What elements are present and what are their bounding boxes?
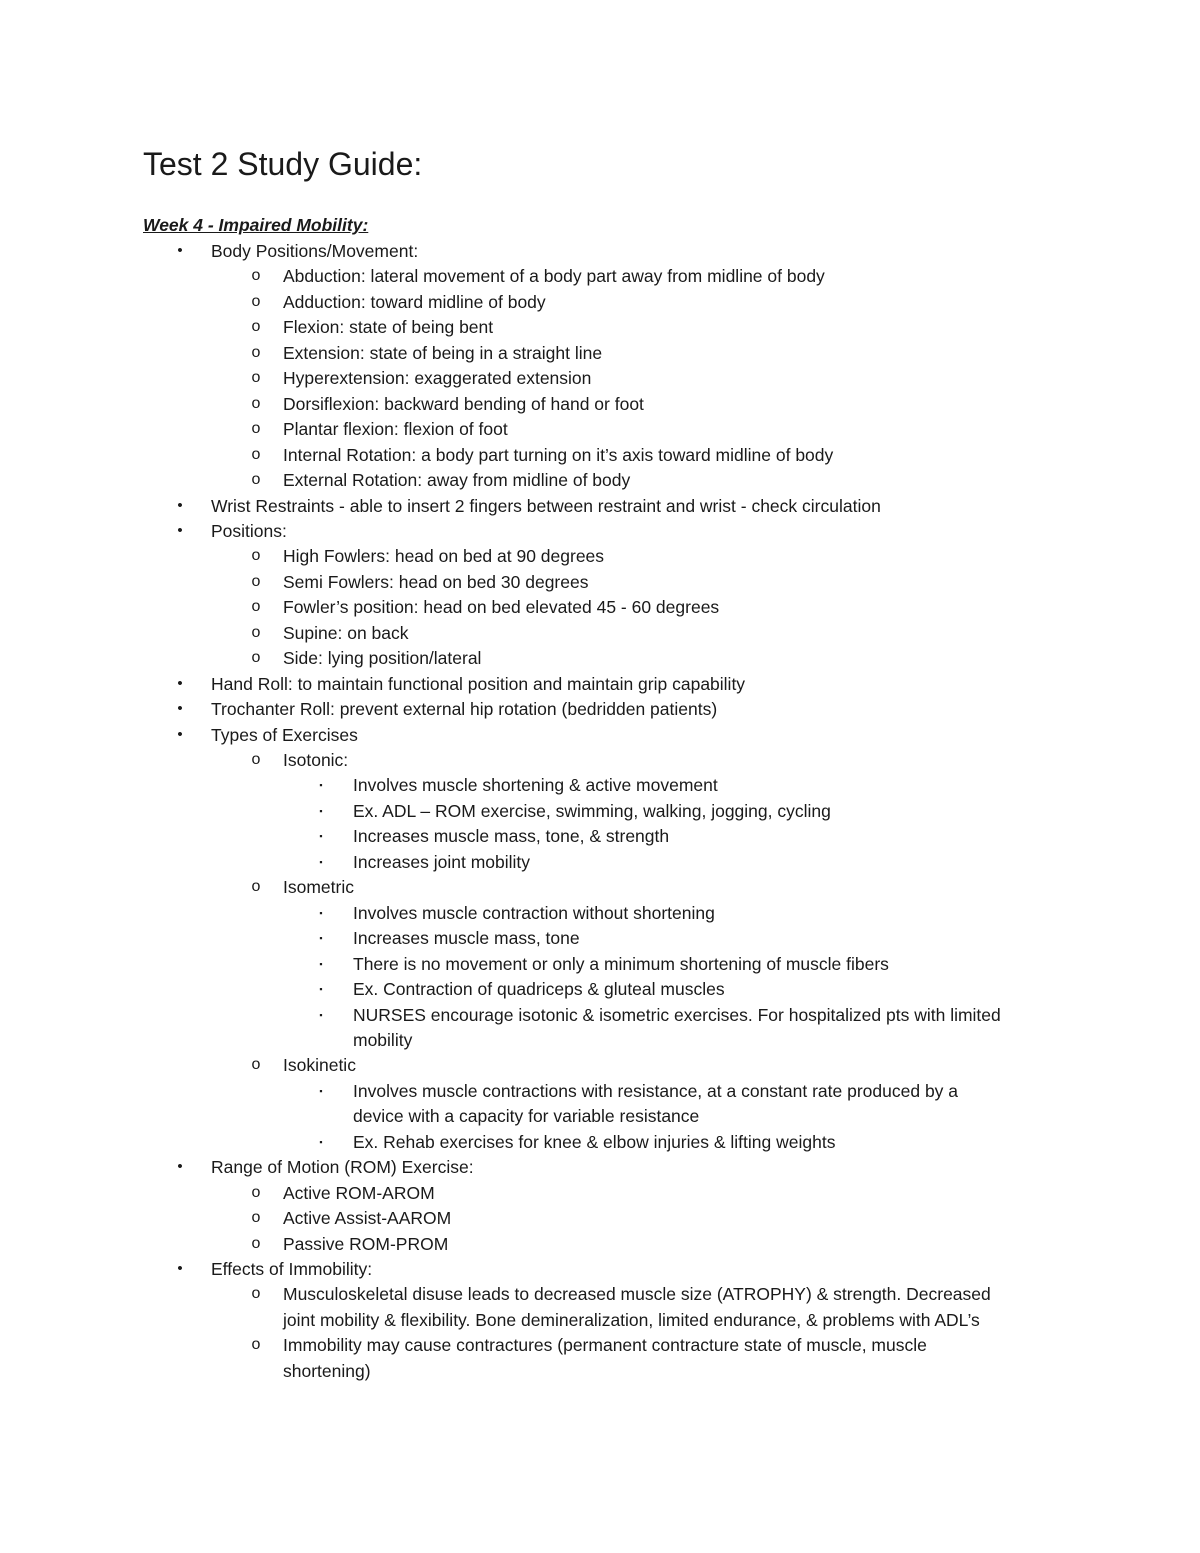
circle-bullet-icon: o <box>251 649 261 666</box>
list-item: Supine: on back <box>283 623 409 643</box>
list-item: Dorsiflexion: backward bending of hand or foot <box>283 394 644 414</box>
list-item: Active ROM-AROM <box>283 1183 435 1203</box>
circle-bullet-icon: o <box>251 344 261 361</box>
square-bullet-icon: ▪ <box>319 1086 323 1096</box>
list-item: Semi Fowlers: head on bed 30 degrees <box>283 572 589 592</box>
list-item: Side: lying position/lateral <box>283 648 482 668</box>
bullet-icon: • <box>177 242 183 259</box>
circle-bullet-icon: o <box>251 878 261 895</box>
list-item: NURSES encourage isotonic & isometric exercises. For hospitalized pts with limited <box>353 1005 1001 1025</box>
list-item: device with a capacity for variable resistance <box>353 1106 700 1126</box>
circle-bullet-icon: o <box>251 624 261 641</box>
square-bullet-icon: ▪ <box>319 984 323 994</box>
list-item: Immobility may cause contractures (permanent contracture state of muscle, muscle <box>283 1335 927 1355</box>
list-item: Ex. Rehab exercises for knee & elbow injuries & lifting weights <box>353 1132 836 1152</box>
list-item: Range of Motion (ROM) Exercise: <box>211 1157 474 1177</box>
list-item: Ex. ADL – ROM exercise, swimming, walking, jogging, cycling <box>353 801 831 821</box>
circle-bullet-icon: o <box>251 1336 261 1353</box>
list-item: Musculoskeletal disuse leads to decreased muscle size (ATROPHY) & strength. Decreased <box>283 1284 991 1304</box>
circle-bullet-icon: o <box>251 471 261 488</box>
list-item: Passive ROM-PROM <box>283 1234 449 1254</box>
list-item: Extension: state of being in a straight line <box>283 343 603 363</box>
list-item: Increases muscle mass, tone, & strength <box>353 826 670 846</box>
list-item: Involves muscle shortening & active movement <box>353 775 718 795</box>
circle-bullet-icon: o <box>251 293 261 310</box>
circle-bullet-icon: o <box>251 1285 261 1302</box>
list-item: Trochanter Roll: prevent external hip rotation (bedridden patients) <box>211 699 718 719</box>
circle-bullet-icon: o <box>251 598 261 615</box>
circle-bullet-icon: o <box>251 318 261 335</box>
list-item: Flexion: state of being bent <box>283 317 494 337</box>
circle-bullet-icon: o <box>251 420 261 437</box>
list-item: Types of Exercises <box>211 725 358 745</box>
square-bullet-icon: ▪ <box>319 933 323 943</box>
list-item: Isometric <box>283 877 354 897</box>
circle-bullet-icon: o <box>251 1235 261 1252</box>
list-item: High Fowlers: head on bed at 90 degrees <box>283 546 605 566</box>
bullet-icon: • <box>177 726 183 743</box>
circle-bullet-icon: o <box>251 751 261 768</box>
square-bullet-icon: ▪ <box>319 959 323 969</box>
square-bullet-icon: ▪ <box>319 806 323 816</box>
square-bullet-icon: ▪ <box>319 1137 323 1147</box>
bullet-icon: • <box>177 1158 183 1175</box>
list-item: Fowler’s position: head on bed elevated 45 - 60 degrees <box>283 597 720 617</box>
list-item: Body Positions/Movement: <box>211 241 419 261</box>
list-item: Adduction: toward midline of body <box>283 292 546 312</box>
list-item: Positions: <box>211 521 287 541</box>
list-item: External Rotation: away from midline of body <box>283 470 631 490</box>
circle-bullet-icon: o <box>251 547 261 564</box>
list-item: Plantar flexion: flexion of foot <box>283 419 508 439</box>
list-item: shortening) <box>283 1361 371 1381</box>
bullet-icon: • <box>177 522 183 539</box>
list-item: Effects of Immobility: <box>211 1259 373 1279</box>
circle-bullet-icon: o <box>251 1184 261 1201</box>
list-item: Internal Rotation: a body part turning on it’s axis toward midline of body <box>283 445 834 465</box>
list-item: Increases muscle mass, tone <box>353 928 580 948</box>
circle-bullet-icon: o <box>251 446 261 463</box>
bullet-icon: • <box>177 700 183 717</box>
circle-bullet-icon: o <box>251 267 261 284</box>
list-item: Isokinetic <box>283 1055 356 1075</box>
circle-bullet-icon: o <box>251 1056 261 1073</box>
bullet-icon: • <box>177 1260 183 1277</box>
square-bullet-icon: ▪ <box>319 1010 323 1020</box>
list-item: Hand Roll: to maintain functional position and maintain grip capability <box>211 674 746 694</box>
section-heading: Week 4 - Impaired Mobility: <box>143 215 369 235</box>
list-item: Hyperextension: exaggerated extension <box>283 368 592 388</box>
square-bullet-icon: ▪ <box>319 908 323 918</box>
list-item: Isotonic: <box>283 750 349 770</box>
list-item: Wrist Restraints - able to insert 2 fingers between restraint and wrist - check circulation <box>211 496 881 516</box>
bullet-icon: • <box>177 497 183 514</box>
circle-bullet-icon: o <box>251 369 261 386</box>
circle-bullet-icon: o <box>251 1209 261 1226</box>
list-item: Active Assist-AAROM <box>283 1208 452 1228</box>
circle-bullet-icon: o <box>251 573 261 590</box>
square-bullet-icon: ▪ <box>319 857 323 867</box>
list-item: Abduction: lateral movement of a body part away from midline of body <box>283 266 825 286</box>
list-item: Involves muscle contractions with resistance, at a constant rate produced by a <box>353 1081 959 1101</box>
list-item: Increases joint mobility <box>353 852 531 872</box>
bullet-icon: • <box>177 675 183 692</box>
list-item: mobility <box>353 1030 413 1050</box>
document-title: Test 2 Study Guide: <box>143 146 423 182</box>
circle-bullet-icon: o <box>251 395 261 412</box>
square-bullet-icon: ▪ <box>319 780 323 790</box>
list-item: joint mobility & flexibility. Bone demineralization, limited endurance, & problems with ADL’s <box>283 1310 980 1330</box>
square-bullet-icon: ▪ <box>319 831 323 841</box>
list-item: There is no movement or only a minimum shortening of muscle fibers <box>353 954 889 974</box>
list-item: Involves muscle contraction without shortening <box>353 903 715 923</box>
list-item: Ex. Contraction of quadriceps & gluteal muscles <box>353 979 725 999</box>
